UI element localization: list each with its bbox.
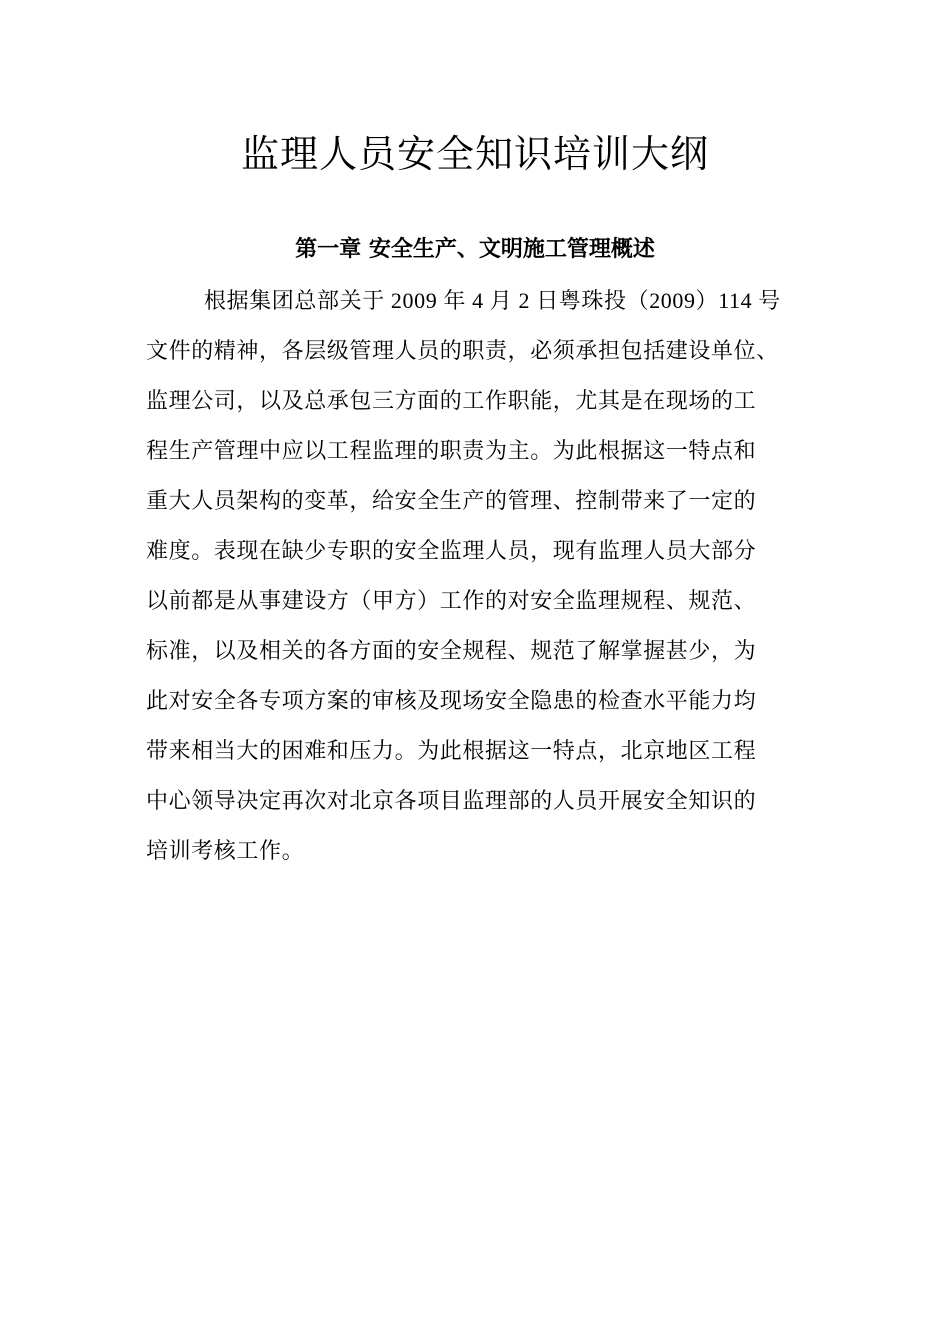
paragraph-line: 此对安全各专项方案的审核及现场安全隐患的检查水平能力均	[146, 688, 757, 713]
paragraph-line: 重大人员架构的变革，给安全生产的管理、控制带来了一定的	[146, 488, 757, 513]
paragraph-line: 中心领导决定再次对北京各项目监理部的人员开展安全知识的	[146, 788, 757, 813]
paragraph-line: 培训考核工作。	[146, 838, 305, 863]
paragraph-line: 难度。表现在缺少专职的安全监理人员，现有监理人员大部分	[146, 538, 757, 563]
paragraph-line: 以前都是从事建设方（甲方）工作的对安全监理规程、规范、	[146, 588, 757, 613]
body-paragraph	[146, 281, 806, 881]
chapter-heading: 第一章 安全生产、文明施工管理概述	[295, 237, 655, 262]
paragraph-line: 文件的精神，各层级管理人员的职责，必须承担包括建设单位、	[146, 338, 779, 363]
paragraph-line: 监理公司，以及总承包三方面的工作职能，尤其是在现场的工	[146, 388, 757, 413]
paragraph-line: 根据集团总部关于 2009 年 4 月 2 日粤珠投（2009）114 号	[204, 288, 781, 313]
paragraph-line: 带来相当大的困难和压力。为此根据这一特点，北京地区工程	[146, 738, 757, 763]
paragraph-line: 标准，以及相关的各方面的安全规程、规范了解掌握甚少，为	[146, 638, 757, 663]
document-title: 监理人员安全知识培训大纲	[240, 132, 709, 176]
paragraph-line: 程生产管理中应以工程监理的职责为主。为此根据这一特点和	[146, 438, 757, 463]
